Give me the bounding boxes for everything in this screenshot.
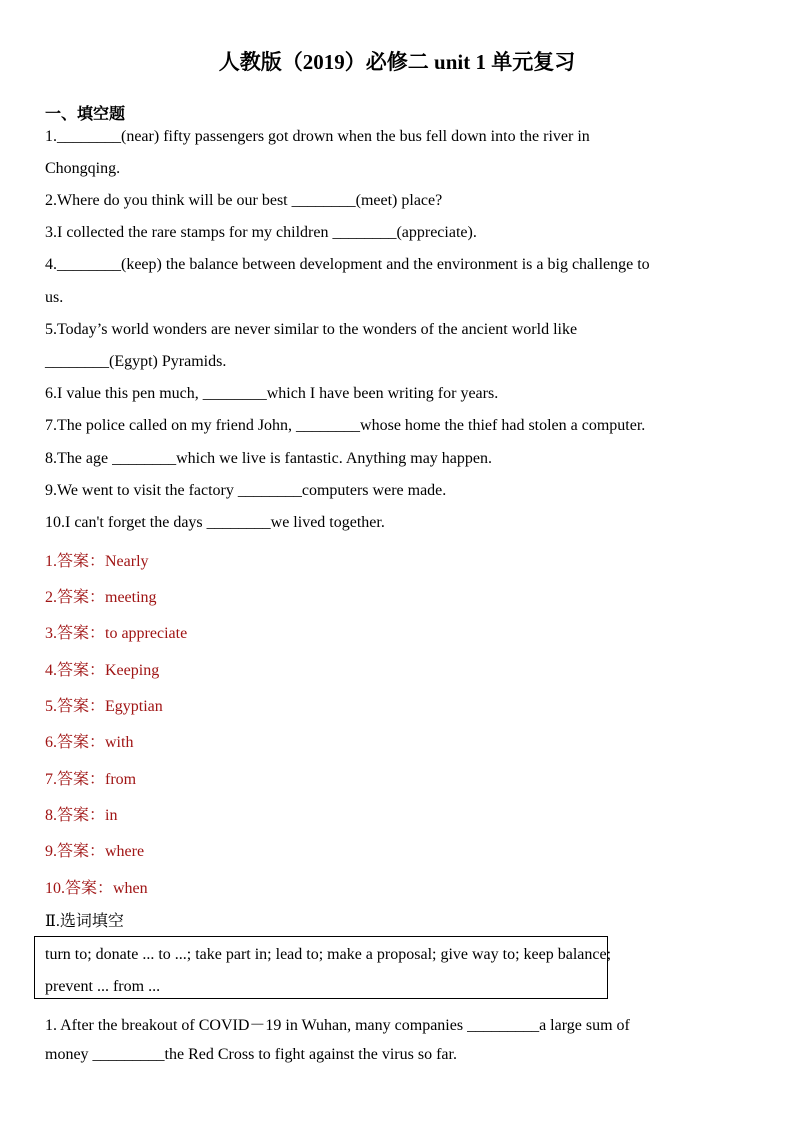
answer-line: 6.答案：with [45, 734, 134, 751]
question-line: 10.I can't forget the days ________we lived together. [45, 514, 385, 531]
word-bank-line: prevent ... from ... [45, 978, 161, 995]
question-line: us. [45, 289, 64, 306]
question-line: 8.The age ________which we live is fantastic. Anything may happen. [45, 450, 493, 467]
answer-line: 2.答案：meeting [45, 589, 157, 606]
question-line: 4.________(keep) the balance between development and the environment is a big challenge to [45, 256, 650, 273]
question-line: 9.We went to visit the factory ________computers were made. [45, 482, 447, 499]
answer-line: 5.答案：Egyptian [45, 698, 163, 715]
answer-line: 10.答案：when [45, 880, 148, 897]
answer-line: 7.答案：from [45, 771, 137, 788]
answer-line: 9.答案：where [45, 843, 145, 860]
page-title: 人教版（2019）必修二 unit 1 单元复习 [218, 50, 576, 74]
question-line: 6.I value this pen much, ________which I have been writing for years. [45, 385, 499, 402]
question-line: 3.I collected the rare stamps for my children ________(appreciate). [45, 224, 477, 241]
question-line: money _________the Red Cross to fight against the virus so far. [45, 1046, 457, 1063]
word-bank-line: turn to; donate ... to ...; take part in; lead to; make a proposal; give way to; keep balance; [45, 946, 612, 963]
answer-line: 4.答案：Keeping [45, 662, 160, 679]
section-heading: 一、填空题 [45, 106, 126, 123]
answer-line: 3.答案：to appreciate [45, 625, 188, 642]
question-line: 2.Where do you think will be our best ________(meet) place? [45, 192, 443, 209]
question-line: ________(Egypt) Pyramids. [45, 353, 227, 370]
answer-line: 1.答案：Nearly [45, 553, 149, 570]
question-line: 1.________(near) fifty passengers got drown when the bus fell down into the river in [45, 128, 590, 145]
question-line: 7.The police called on my friend John, ________whose home the thief had stolen a computer. [45, 417, 646, 434]
question-line: Chongqing. [45, 160, 121, 177]
question-line: 1. After the breakout of COVID－19 in Wuhan, many companies _________a large sum of [45, 1017, 630, 1034]
section-heading: Ⅱ.选词填空 [45, 913, 124, 930]
question-line: 5.Today’s world wonders are never similar to the wonders of the ancient world like [45, 321, 578, 338]
word-bank-box [34, 936, 612, 999]
answer-line: 8.答案：in [45, 807, 118, 824]
